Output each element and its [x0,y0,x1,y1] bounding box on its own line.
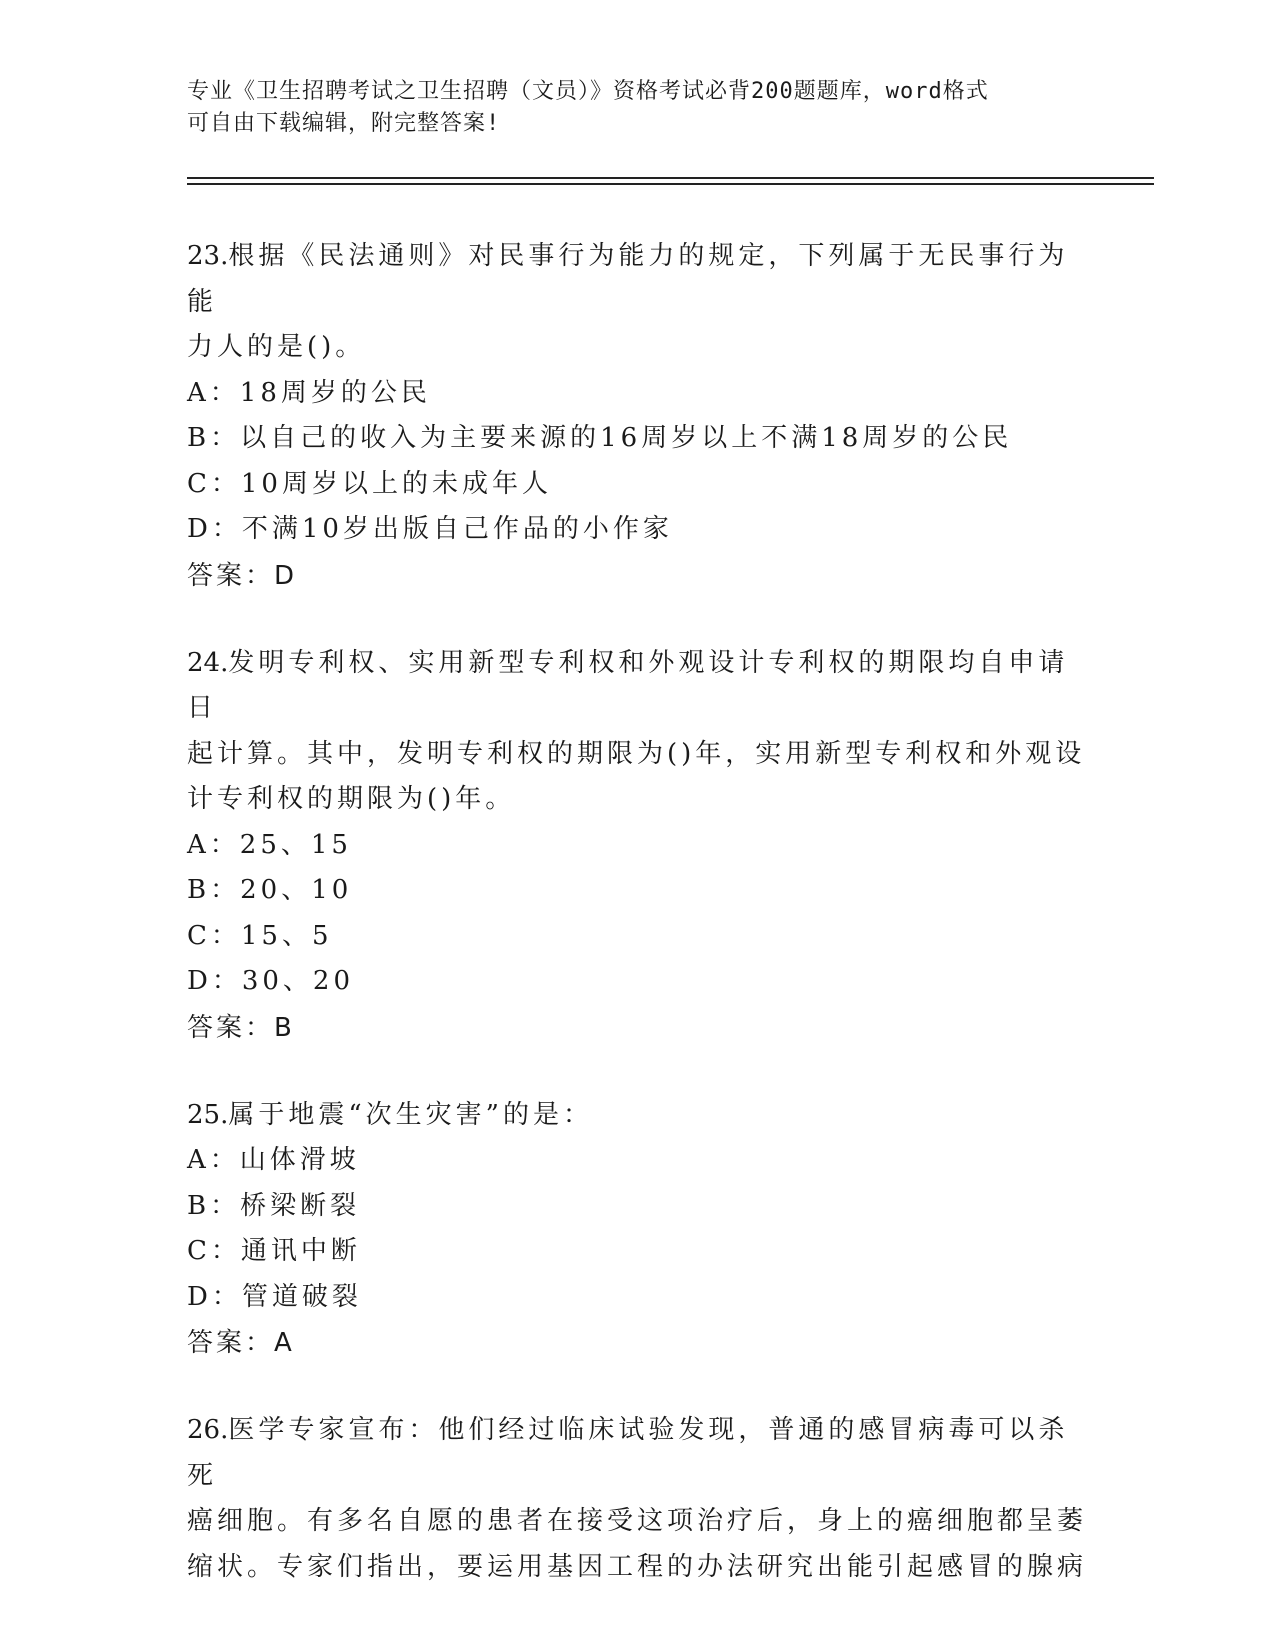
question-stem-line: 26.医学专家宣布：他们经过临床试验发现，普通的感冒病毒可以杀死 [187,1415,1069,1491]
question-stem-line: 计专利权的期限为()年。 [187,784,516,814]
question-24 [187,641,1087,1051]
answer-line: 答案：D [187,560,298,591]
option-a: A：18周岁的公民 [187,377,431,408]
option-c: C：15、5 [187,920,333,951]
option-b: B：20、10 [187,875,353,905]
option-a: A：山体滑坡 [187,1145,360,1175]
answer-line: 答案：A [187,1328,295,1358]
question-list [187,234,1087,1632]
question-23 [187,234,1087,599]
question-26 [187,1408,1087,1590]
document-header [187,76,1067,140]
option-d: D：不满10岁出版自己作品的小作家 [187,514,673,544]
option-d: D：管道破裂 [187,1281,362,1312]
question-number: 24. [187,647,229,678]
option-c: C：通讯中断 [187,1236,361,1266]
question-stem-line: 24.发明专利权、实用新型专利权和外观设计专利权的期限均自申请日 [187,647,1069,723]
header-line-1: 专业《卫生招聘考试之卫生招聘（文员）》资格考试必背200题题库，word格式 [187,79,989,104]
question-stem-line: 起计算。其中，发明专利权的期限为()年，实用新型专利权和外观设 [187,738,1086,769]
option-d: D：30、20 [187,966,355,996]
question-stem-line: 25.属于地震“次生灾害”的是： [187,1099,593,1130]
question-stem-line: 缩状。专家们指出，要运用基因工程的办法研究出能引起感冒的腺病 [187,1551,1088,1582]
question-stem-line: 癌细胞。有多名自愿的患者在接受这项治疗后，身上的癌细胞都呈萎 [187,1506,1088,1536]
question-stem-line: 力人的是()。 [187,332,366,362]
option-b: B：以自己的收入为主要来源的16周岁以上不满18周岁的公民 [187,423,1013,453]
question-number: 25. [187,1099,229,1130]
option-b: B：桥梁断裂 [187,1190,361,1221]
question-25 [187,1093,1087,1367]
option-a: A：25、15 [187,829,352,860]
header-line-2: 可自由下载编辑，附完整答案! [187,111,501,136]
header-divider-bottom [187,183,1154,185]
answer-line: 答案：B [187,1012,295,1043]
option-c: C：10周岁以上的未成年人 [187,468,552,499]
question-number: 26. [187,1415,229,1445]
question-stem-line: 23.根据《民法通则》对民事行为能力的规定，下列属于无民事行为能 [187,241,1069,317]
header-divider-top [187,177,1154,179]
question-number: 23. [187,241,229,271]
